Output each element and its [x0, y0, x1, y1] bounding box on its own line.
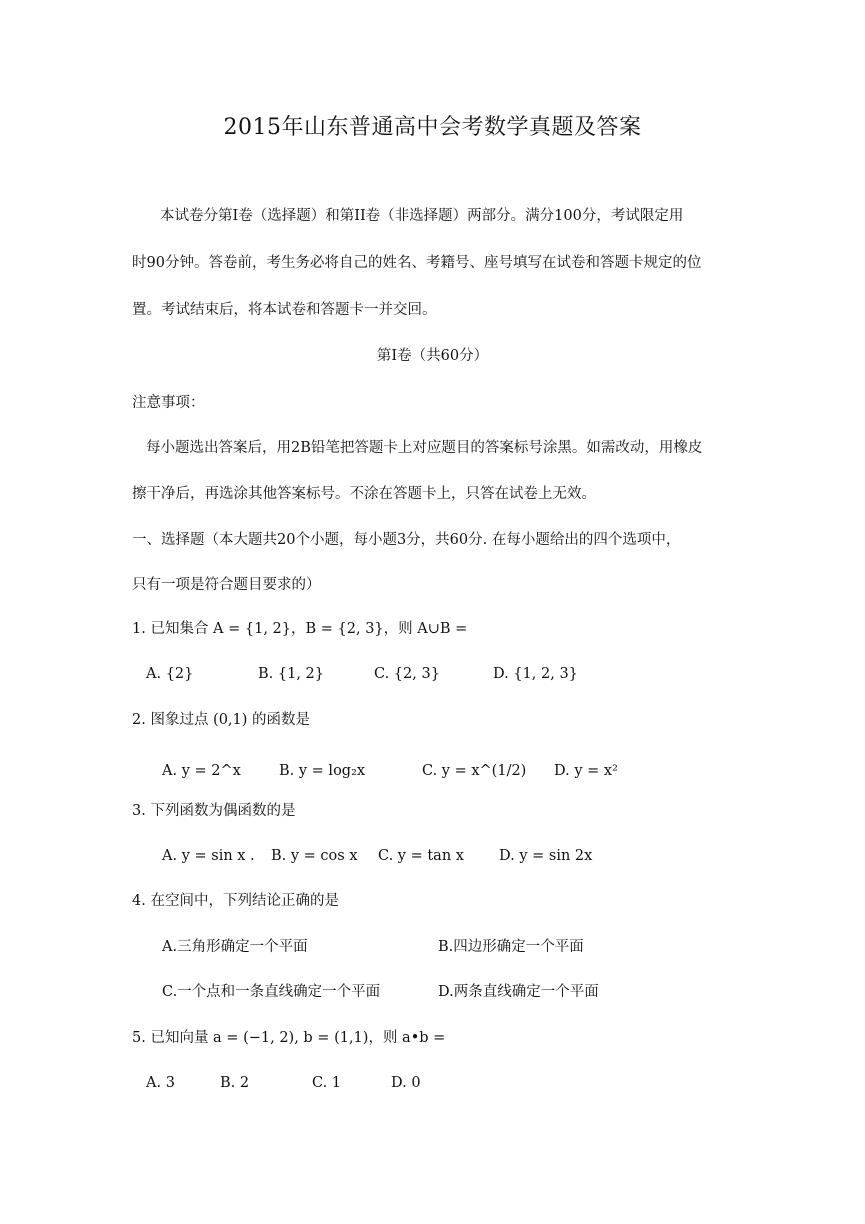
question-2-option-d: D. y = x² [554, 763, 618, 779]
question-3-option-c: C. y = tan x [378, 848, 464, 864]
intro-line-1: 本试卷分第Ⅰ卷（选择题）和第II卷（非选择题）两部分。满分100分，考试限定用 [160, 208, 684, 224]
question-3-option-a: A. y = sin x . [162, 848, 255, 864]
question-2-option-a: A. y = 2^x [162, 763, 241, 779]
question-5-option-d: D. 0 [391, 1075, 421, 1091]
question-1-option-b: B. {1, 2} [258, 666, 324, 682]
notice-line-1: 每小题选出答案后，用2B铅笔把答题卡上对应题目的答案标号涂黑。如需改动，用橡皮 [146, 440, 703, 456]
question-4-option-a: A.三角形确定一个平面 [162, 939, 308, 955]
question-3-option-b: B. y = cos x [271, 848, 358, 864]
question-1-option-a: A. {2} [146, 666, 194, 682]
part1-line-1: 一、选择题（本大题共20个小题，每小题3分，共60分. 在每小题给出的四个选项中， [132, 532, 681, 548]
question-1-option-c: C. {2, 3} [374, 666, 440, 682]
question-4-stem: 4. 在空间中，下列结论正确的是 [132, 893, 339, 909]
question-4-option-c: C.一个点和一条直线确定一个平面 [162, 984, 381, 1000]
question-3-option-d: D. y = sin 2x [499, 848, 593, 864]
question-4-option-d: D.两条直线确定一个平面 [438, 984, 599, 1000]
intro-line-2: 时90分钟。答卷前，考生务必将自己的姓名、考籍号、座号填写在试卷和答题卡规定的位 [132, 255, 702, 271]
page-title: 2015年山东普通高中会考数学真题及答案 [223, 115, 642, 140]
question-1-stem: 1. 已知集合 A = {1, 2}，B = {2, 3}，则 A∪B = [132, 621, 468, 637]
question-5-option-b: B. 2 [220, 1075, 250, 1091]
intro-line-3: 置。考试结束后，将本试卷和答题卡一并交回。 [132, 302, 437, 318]
question-5-stem: 5. 已知向量 a = (−1, 2), b = (1,1)，则 a•b = [132, 1030, 446, 1046]
question-2-stem: 2. 图象过点 (0,1) 的函数是 [132, 712, 311, 728]
section-title: 第Ⅰ卷（共60分） [376, 348, 489, 364]
question-3-stem: 3. 下列函数为偶函数的是 [132, 803, 296, 819]
part1-line-2: 只有一项是符合题目要求的） [132, 577, 321, 593]
question-1-option-d: D. {1, 2, 3} [493, 666, 578, 682]
question-2-option-b: B. y = log₂x [279, 763, 366, 779]
question-5-option-c: C. 1 [312, 1075, 342, 1091]
notice-line-2: 擦干净后，再选涂其他答案标号。不涂在答题卡上，只答在试卷上无效。 [132, 486, 596, 502]
question-4-option-b: B.四边形确定一个平面 [438, 939, 584, 955]
question-2-option-c: C. y = x^(1/2) [422, 763, 527, 779]
question-5-option-a: A. 3 [146, 1075, 175, 1091]
notice-heading: 注意事项： [132, 395, 205, 411]
